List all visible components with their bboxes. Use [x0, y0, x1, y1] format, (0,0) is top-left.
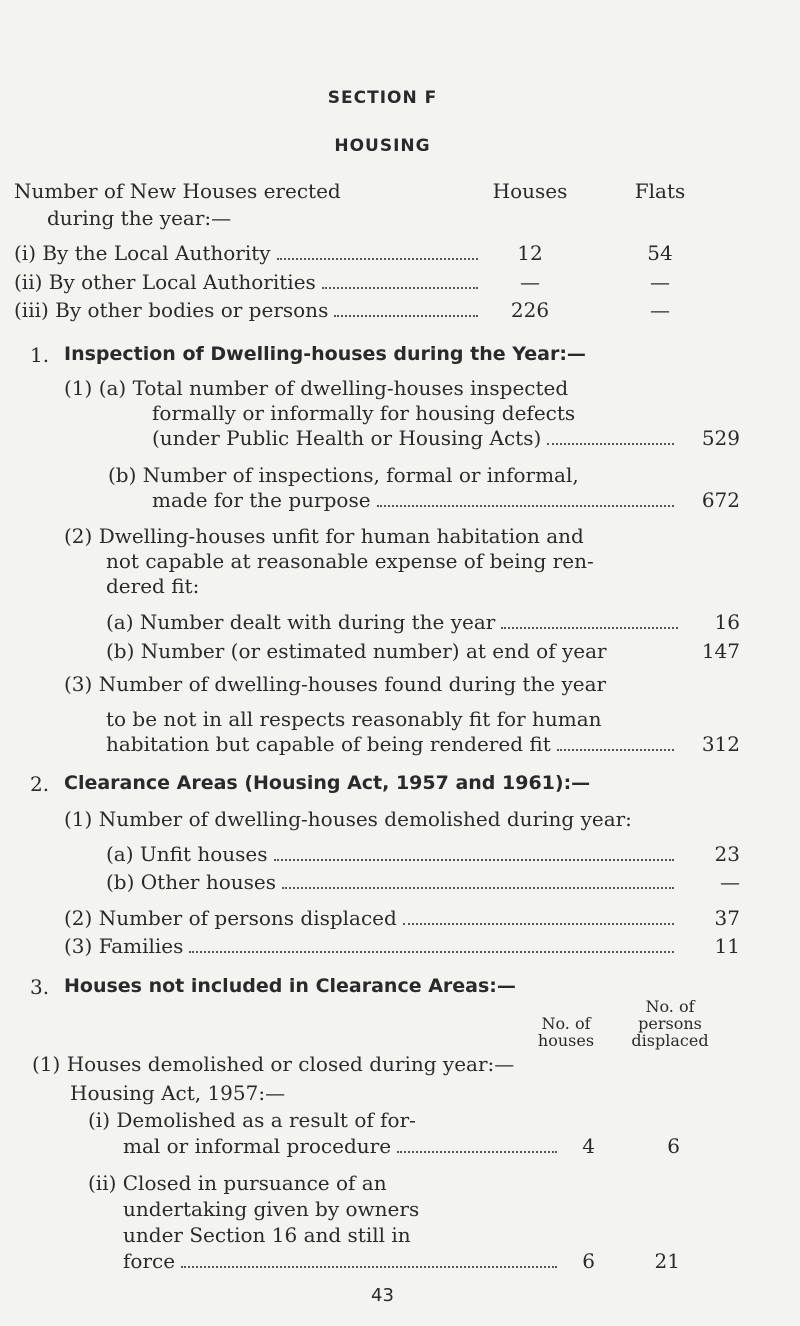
- s1-item3-value: 312: [701, 732, 740, 756]
- intro-label-line2: during the year:—: [47, 206, 232, 230]
- col-houses-count-header: [526, 1015, 606, 1049]
- s3-act: Housing Act, 1957:—: [70, 1081, 286, 1105]
- s1-item1b-line1: (b) Number of inspections, formal or informal,: [108, 463, 579, 487]
- s3-i-line1: (i) Demolished as a result of for-: [88, 1108, 416, 1132]
- s2-item1a-value: 23: [714, 842, 740, 866]
- section-1-number: 1.: [30, 343, 50, 367]
- s1-item2a: [106, 610, 684, 634]
- s1-item2a-text: (a) Number dealt with during the year: [106, 610, 496, 634]
- s3-ii-line1: (ii) Closed in pursuance of an: [88, 1171, 387, 1195]
- s3-ii-line2: undertaking given by owners: [123, 1197, 420, 1221]
- intro-row-flats: —: [650, 270, 670, 294]
- intro-row-houses: —: [520, 270, 540, 294]
- s1-item3-line1: (3) Number of dwelling-houses found during the year: [64, 672, 607, 696]
- s1-item1a-line1: (1) (a) Total number of dwelling-houses inspected: [64, 376, 569, 400]
- s1-item3-line3: [106, 732, 680, 756]
- s3-ii-line4: [123, 1249, 563, 1273]
- s3-item1: (1) Houses demolished or closed during year:—: [32, 1052, 515, 1076]
- s3-i-persons: 6: [667, 1134, 680, 1158]
- intro-row-3: [14, 298, 484, 322]
- s2-item1b-text: (b) Other houses: [106, 870, 276, 894]
- col-persons-line2: persons: [638, 1014, 702, 1033]
- section-3-number: 3.: [30, 975, 50, 999]
- section-title: SECTION F: [327, 88, 438, 108]
- col-persons-line3: displaced: [631, 1031, 709, 1050]
- s1-item2a-value: 16: [714, 610, 740, 634]
- s2-item1a: [106, 842, 680, 866]
- s1-item1a-value: 529: [701, 426, 740, 450]
- s3-i-houses: 4: [582, 1134, 595, 1158]
- s3-ii-line3: under Section 16 and still in: [123, 1223, 411, 1247]
- col-persons-header: [615, 998, 725, 1049]
- section-3-heading: Houses not included in Clearance Areas:—: [64, 975, 516, 997]
- s3-i-line2: [123, 1134, 563, 1158]
- s1-item2-line3: dered fit:: [106, 574, 200, 598]
- s3-ii-text: force: [123, 1249, 176, 1273]
- intro-row-houses: 12: [517, 241, 543, 265]
- s1-item3-line2: to be not in all respects reasonably fit for human: [106, 707, 602, 731]
- section-2-number: 2.: [30, 772, 50, 796]
- col-houses-line2: houses: [537, 1031, 595, 1050]
- s1-item2-line1: (2) Dwelling-houses unfit for human habitation and: [64, 524, 584, 548]
- intro-row-2: [14, 270, 484, 294]
- s3-i-text: mal or informal procedure: [123, 1134, 392, 1158]
- s1-item1b-text: made for the purpose: [152, 488, 371, 512]
- s2-item3-text: (3) Families: [64, 934, 184, 958]
- intro-row-1: [14, 241, 484, 265]
- s2-item1a-text: (a) Unfit houses: [106, 842, 268, 866]
- s3-ii-houses: 6: [582, 1249, 595, 1273]
- s2-item1b: [106, 870, 680, 894]
- page-title: HOUSING: [334, 136, 431, 156]
- s2-item1: (1) Number of dwelling-houses demolished during year:: [64, 807, 632, 831]
- intro-row-flats: 54: [647, 241, 673, 265]
- s2-item3-value: 11: [714, 934, 740, 958]
- page-number: 43: [371, 1285, 394, 1306]
- s1-item1b-value: 672: [701, 488, 740, 512]
- intro-row-flats: —: [650, 298, 670, 322]
- col-houses-line1: No. of: [541, 1014, 591, 1033]
- s1-item1a-text: (under Public Health or Housing Acts): [152, 426, 542, 450]
- s1-item1b-line2: [152, 488, 680, 512]
- s2-item2-text: (2) Number of persons displaced: [64, 906, 397, 930]
- col-persons-line1: No. of: [645, 997, 695, 1016]
- intro-label-line1: Number of New Houses erected: [14, 179, 341, 203]
- s2-item2-value: 37: [714, 906, 740, 930]
- s2-item3: [64, 934, 680, 958]
- s3-ii-persons: 21: [654, 1249, 680, 1273]
- s1-item1a-line3: [152, 426, 680, 450]
- s1-item3-text: habitation but capable of being rendered fit: [106, 732, 551, 756]
- s1-item2-line2: not capable at reasonable expense of being ren-: [106, 549, 594, 573]
- section-2-heading: Clearance Areas (Housing Act, 1957 and 1961):—: [64, 772, 591, 794]
- s1-item1a-line2: formally or informally for housing defects: [152, 401, 576, 425]
- col-flats-header: Flats: [634, 179, 686, 203]
- s1-item2b-value: 147: [701, 639, 740, 663]
- intro-row-label: (iii) By other bodies or persons: [14, 298, 329, 322]
- s2-item2: [64, 906, 680, 930]
- s1-item2b-text: (b) Number (or estimated number) at end of year: [106, 639, 607, 663]
- intro-row-label: (ii) By other Local Authorities: [14, 270, 316, 294]
- s2-item1b-value: —: [720, 870, 740, 894]
- intro-row-houses: 226: [510, 298, 550, 322]
- section-1-heading: Inspection of Dwelling-houses during the Year:—: [64, 343, 586, 365]
- col-houses-header: Houses: [492, 179, 568, 203]
- intro-row-label: (i) By the Local Authority: [14, 241, 271, 265]
